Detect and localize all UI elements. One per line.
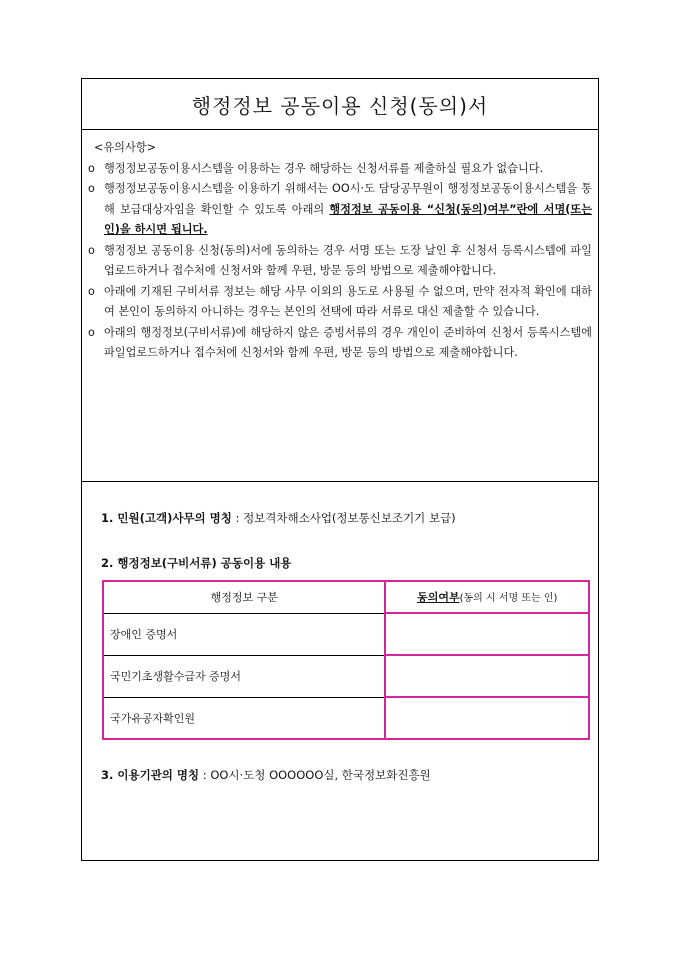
section-1-label: 1. 민원(고객)사무의 명칭 <box>101 511 232 525</box>
notice-item-emphasis: 행정정보 공동이용 “신청(동의)여부”란에 서명(또는 인)을 하시면 됩니다. <box>104 202 592 236</box>
section-1-separator: : <box>231 511 244 525</box>
section-3-separator: : <box>199 768 211 782</box>
form-frame <box>81 78 599 861</box>
notice-item-plain: 행정정보공동이용시스템을 이용하기 위해서는 OO시·도 담당공무원이 행정정보공동이용시스템을 통해 보급대상자임을 확인할 수 있도록 아래의 <box>104 182 592 216</box>
consent-table <box>102 580 590 740</box>
notice-item-text: 아래의 행정정보(구비서류)에 해당하지 않은 증빙서류의 경우 개인이 준비하여 신청서 등록시스템에 파일업로드하거나 접수처에 신청서와 함께 우편, 방문 등의 방법으로 제출해야합니다. <box>104 325 592 359</box>
consent-header-rest: (동의 시 서명 또는 인) <box>459 593 558 604</box>
row-item: 국민기초생활수급자 증명서 <box>103 655 385 697</box>
notice-item <box>88 241 592 282</box>
section-2 <box>101 555 291 571</box>
notice-item-text: 아래에 기재된 구비서류 정보는 해당 사무 이외의 용도로 사용될 수 없으며, 만약 전자적 확인에 대하여 본인이 동의하지 아니하는 경우는 본인의 선택에 따라 서류로 대신 제출할 수 있습니다. <box>104 284 592 318</box>
row-item: 국가유공자확인원 <box>103 697 385 739</box>
bullet-icon: o <box>88 161 95 175</box>
bullet-icon: o <box>88 182 95 195</box>
notice-heading: <유의사항> <box>94 141 156 154</box>
table-row <box>103 613 589 655</box>
notice-item-text <box>104 179 592 241</box>
table-header-row <box>103 581 589 613</box>
section-1 <box>101 510 456 526</box>
section-2-label: 2. 행정정보(구비서류) 공동이용 내용 <box>101 556 292 570</box>
consent-signature-cell[interactable] <box>385 697 589 739</box>
consent-signature-cell[interactable] <box>385 655 589 697</box>
section-3-label: 3. 이용기관의 명칭 <box>101 768 200 782</box>
notice-item-text: 행정정보공동이용시스템을 이용하는 경우 해당하는 신청서류를 제출하실 필요가 없습니다. <box>104 161 544 175</box>
notice-item-text: 행정정보 공동이용 신청(동의)서에 동의하는 경우 서명 또는 도장 날인 후 신청서 등록시스템에 파일업로드하거나 접수처에 신청서와 함께 우편, 방문 등의 방법으로 제출해야합니다. <box>104 243 592 277</box>
col-header-info-type: 행정정보 구분 <box>103 581 385 613</box>
section-3 <box>101 767 431 783</box>
bullet-icon: o <box>88 284 95 298</box>
row-item: 장애인 증명서 <box>103 613 385 655</box>
title-box <box>82 79 598 130</box>
consent-header-bold: 동의여부 <box>417 591 460 604</box>
consent-signature-cell[interactable] <box>385 613 589 655</box>
col-header-consent <box>385 581 589 613</box>
table-row <box>103 655 589 697</box>
notice-section <box>82 130 598 482</box>
notice-item <box>88 179 592 241</box>
section-3-value: OO시·도청 OOOOOO실, 한국정보화진흥원 <box>210 768 431 782</box>
notice-item <box>88 282 592 323</box>
bullet-icon: o <box>88 325 95 339</box>
notice-item <box>88 159 592 180</box>
section-1-value: 정보격차해소사업(정보통신보조기기 보급) <box>243 511 456 525</box>
bullet-icon: o <box>88 243 95 257</box>
notice-item <box>88 323 592 364</box>
table-row <box>103 697 589 739</box>
document-title: 행정정보 공동이용 신청(동의)서 <box>191 93 489 118</box>
